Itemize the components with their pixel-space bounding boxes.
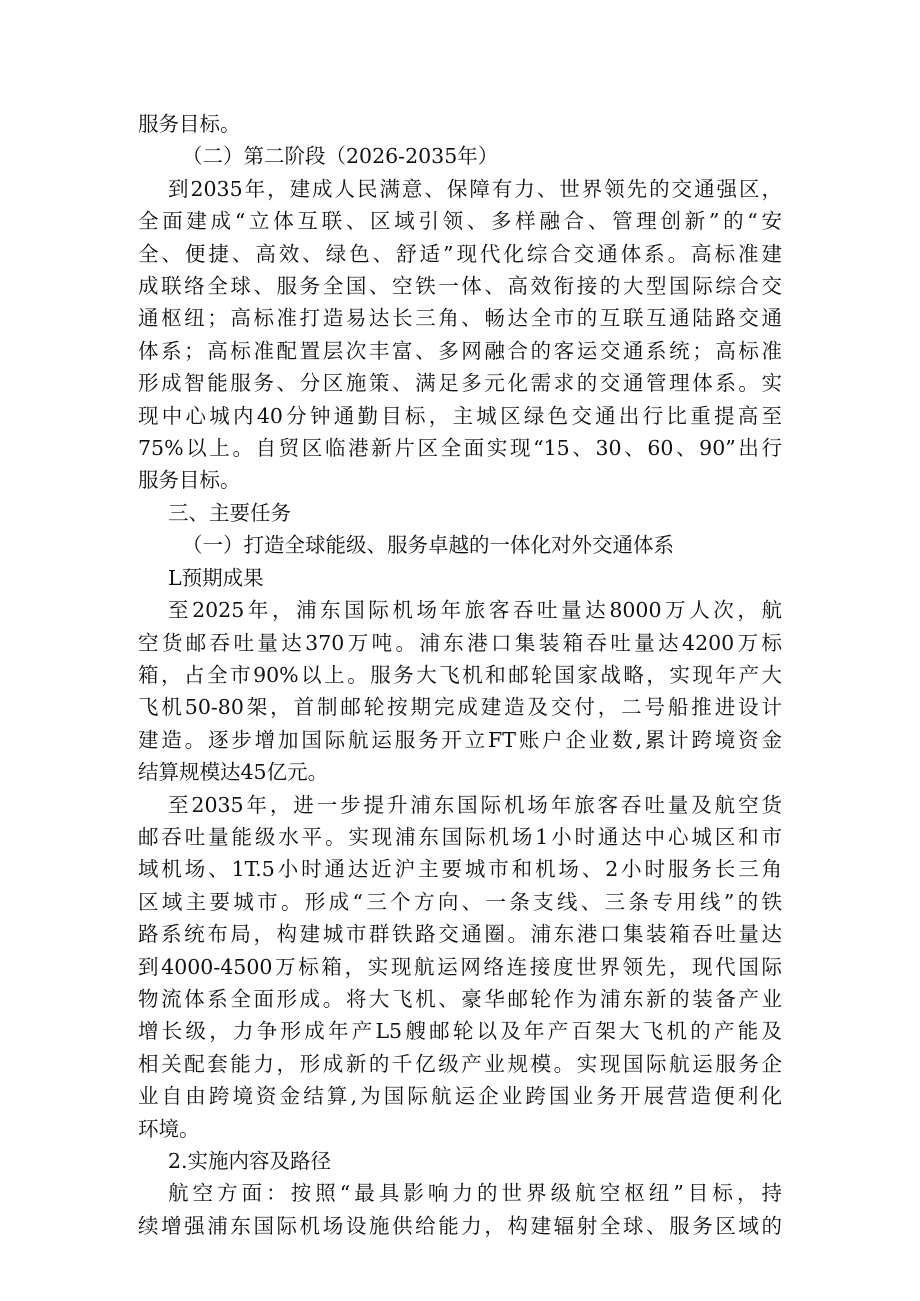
text-line: 物流体系全面形成。将大飞机、豪华邮轮作为浦东新的装备产业 (138, 986, 782, 1011)
document-body (138, 108, 782, 1242)
text-line: 成联络全球、服务全国、空铁一体、高效衔接的大型国际综合交 (138, 274, 782, 299)
text-line: 业自由跨境资金结算,为国际航运企业跨国业务开展营造便利化 (138, 1084, 782, 1109)
text-line: 至2035年，进一步提升浦东国际机场年旅客吞吐量及航空货 (168, 792, 782, 817)
text-line: 到2035年，建成人民满意、保障有力、世界领先的交通强区， (168, 176, 782, 201)
text-line: 环境。 (138, 1116, 200, 1141)
text-line: 通枢纽；高标准打造易达长三角、畅达全市的互联互通陆路交通 (138, 306, 782, 331)
text-line: 续增强浦东国际机场设施供给能力，构建辐射全球、服务区域的 (138, 1213, 782, 1238)
text-line: L预期成果 (168, 565, 264, 590)
text-line: 2.实施内容及路径 (168, 1149, 332, 1173)
text-line: 域机场、1T.5小时通达近沪主要城市和机场、2小时服务长三角 (138, 857, 782, 882)
text-line: 结算规模达45亿元。 (138, 760, 329, 785)
text-line: 航空方面：按照“最具影响力的世界级航空枢纽”目标，持 (168, 1181, 782, 1206)
text-line: 至2025年，浦东国际机场年旅客吞吐量达8000万人次，航 (168, 598, 782, 623)
text-line: 邮吞吐量能级水平。实现浦东国际机场1小时通达中心城区和市 (138, 824, 782, 849)
text-line: 全、便捷、高效、绿色、舒适”现代化综合交通体系。高标准建 (138, 241, 782, 266)
text-line: 路系统布局，构建城市群铁路交通圈。浦东港口集装箱吞吐量达 (138, 922, 782, 947)
text-line: 体系；高标准配置层次丰富、多网融合的客运交通系统；高标准 (138, 338, 782, 363)
text-line: 服务目标。 (138, 468, 241, 493)
text-line: 形成智能服务、分区施策、满足多元化需求的交通管理体系。实 (138, 371, 782, 396)
text-line: 相关配套能力，形成新的千亿级产业规模。实现国际航运服务企 (138, 1051, 782, 1076)
text-line: 飞机50-80架，首制邮轮按期完成建造及交付，二号船推进设计 (138, 695, 782, 720)
text-line: （一）打造全球能级、服务卓越的一体化对外交通体系 (182, 533, 674, 558)
text-line: 箱，占全市90%以上。服务大飞机和邮轮国家战略，实现年产大 (138, 662, 782, 687)
text-line: （二）第二阶段（2026-2035年） (182, 144, 499, 169)
text-line: 服务目标。 (138, 112, 241, 136)
text-line: 三、主要任务 (168, 500, 291, 525)
text-line: 现中心城内40分钟通勤目标，主城区绿色交通出行比重提高至 (138, 403, 782, 428)
text-line: 75%以上。自贸区临港新片区全面实现“15、30、60、90”出行 (138, 436, 782, 461)
text-line: 空货邮吞吐量达370万吨。浦东港口集装箱吞吐量达4200万标 (138, 630, 782, 655)
text-line: 建造。逐步增加国际航运服务开立FT账户企业数,累计跨境资金 (138, 727, 782, 752)
text-line: 区域主要城市。形成“三个方向、一条支线、三条专用线”的铁 (138, 889, 782, 914)
text-line: 到4000-4500万标箱，实现航运网络连接度世界领先，现代国际 (138, 954, 782, 979)
text-line: 增长级，力争形成年产L5艘邮轮以及年产百架大飞机的产能及 (138, 1019, 782, 1044)
text-line: 全面建成“立体互联、区域引领、多样融合、管理创新”的“安 (138, 209, 782, 234)
